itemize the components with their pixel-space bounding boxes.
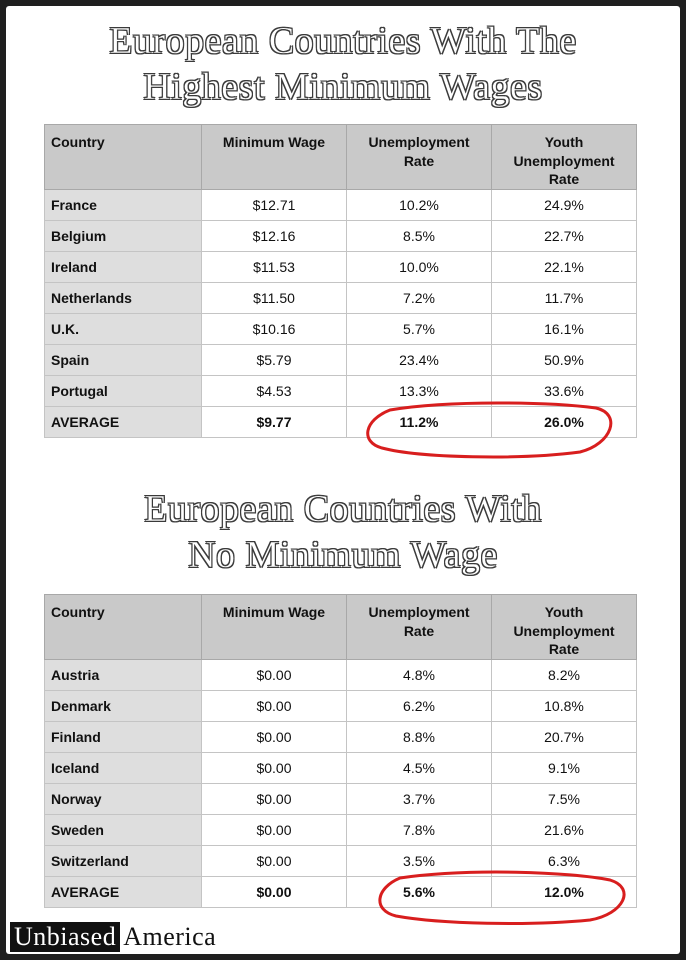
value-cell: $4.53: [202, 375, 347, 406]
value-cell: $0.00: [202, 690, 347, 721]
country-cell: Netherlands: [45, 282, 202, 313]
country-cell: Denmark: [45, 690, 202, 721]
country-cell: Portugal: [45, 375, 202, 406]
value-cell: 8.5%: [347, 220, 492, 251]
value-cell: 16.1%: [492, 313, 637, 344]
country-cell: Switzerland: [45, 845, 202, 876]
brand-logo: [10, 922, 216, 952]
value-cell: 10.2%: [347, 189, 492, 220]
value-cell: 7.5%: [492, 783, 637, 814]
value-cell: 10.0%: [347, 251, 492, 282]
column-header: [45, 125, 202, 190]
value-cell: 10.8%: [492, 690, 637, 721]
country-cell: Austria: [45, 659, 202, 690]
column-header-line: Country: [51, 134, 105, 150]
value-cell: $11.50: [202, 282, 347, 313]
title-line: European Countries With: [144, 488, 542, 530]
value-cell: $0.00: [202, 814, 347, 845]
value-cell: $0.00: [202, 659, 347, 690]
country-cell: Sweden: [45, 814, 202, 845]
table-row: [45, 814, 637, 845]
country-cell: U.K.: [45, 313, 202, 344]
value-cell: $0.00: [202, 721, 347, 752]
country-cell: Belgium: [45, 220, 202, 251]
column-header-line: Youth: [544, 134, 584, 150]
column-header-line: Rate: [548, 641, 580, 657]
value-cell: 21.6%: [492, 814, 637, 845]
value-cell: 6.3%: [492, 845, 637, 876]
value-cell: 22.7%: [492, 220, 637, 251]
value-cell: $9.77: [202, 406, 347, 437]
table-row: [45, 375, 637, 406]
value-cell: 33.6%: [492, 375, 637, 406]
column-header-line: Unemployment: [368, 604, 470, 620]
value-cell: 5.7%: [347, 313, 492, 344]
column-header: [347, 125, 492, 190]
country-cell: Ireland: [45, 251, 202, 282]
value-cell: $12.71: [202, 189, 347, 220]
table-2-title: [0, 486, 686, 578]
value-cell: 3.5%: [347, 845, 492, 876]
title-line: European Countries With The: [109, 20, 577, 62]
column-header-line: Unemployment: [513, 622, 615, 639]
value-cell: $5.79: [202, 344, 347, 375]
column-header-line: Rate: [403, 152, 435, 169]
value-cell: 9.1%: [492, 752, 637, 783]
column-header-line: Minimum Wage: [222, 134, 326, 150]
country-cell: AVERAGE: [45, 406, 202, 437]
column-header-line: Rate: [548, 171, 580, 187]
average-row: [45, 406, 637, 437]
value-cell: 7.8%: [347, 814, 492, 845]
table-row: [45, 251, 637, 282]
table-row: [45, 189, 637, 220]
highest-minimum-wage-table: [44, 124, 637, 438]
column-header-line: Rate: [403, 622, 435, 639]
column-header: [202, 595, 347, 660]
value-cell: $11.53: [202, 251, 347, 282]
table-row: [45, 659, 637, 690]
value-cell: 5.6%: [347, 876, 492, 907]
column-header-line: Youth: [544, 604, 584, 620]
average-row: [45, 876, 637, 907]
value-cell: 3.7%: [347, 783, 492, 814]
value-cell: $12.16: [202, 220, 347, 251]
value-cell: 26.0%: [492, 406, 637, 437]
no-minimum-wage-table: [44, 594, 637, 908]
value-cell: 8.8%: [347, 721, 492, 752]
column-header-line: Minimum Wage: [222, 604, 326, 620]
table-1-title: [0, 18, 686, 110]
value-cell: 8.2%: [492, 659, 637, 690]
value-cell: $10.16: [202, 313, 347, 344]
value-cell: 22.1%: [492, 251, 637, 282]
table-row: [45, 783, 637, 814]
brand-boxed-text: Unbiased: [10, 922, 120, 952]
table-row: [45, 313, 637, 344]
value-cell: 23.4%: [347, 344, 492, 375]
table-row: [45, 690, 637, 721]
value-cell: 11.7%: [492, 282, 637, 313]
value-cell: 7.2%: [347, 282, 492, 313]
table-row: [45, 220, 637, 251]
value-cell: 4.8%: [347, 659, 492, 690]
value-cell: 20.7%: [492, 721, 637, 752]
value-cell: $0.00: [202, 783, 347, 814]
value-cell: 24.9%: [492, 189, 637, 220]
table-row: [45, 752, 637, 783]
value-cell: $0.00: [202, 845, 347, 876]
value-cell: 50.9%: [492, 344, 637, 375]
value-cell: 11.2%: [347, 406, 492, 437]
title-line: No Minimum Wage: [188, 534, 498, 576]
brand-text: America: [123, 922, 217, 951]
value-cell: 6.2%: [347, 690, 492, 721]
column-header-line: Unemployment: [368, 134, 470, 150]
table-row: [45, 845, 637, 876]
value-cell: 13.3%: [347, 375, 492, 406]
header-row: [45, 595, 637, 660]
country-cell: Spain: [45, 344, 202, 375]
value-cell: 4.5%: [347, 752, 492, 783]
column-header: [492, 595, 637, 660]
country-cell: France: [45, 189, 202, 220]
country-cell: AVERAGE: [45, 876, 202, 907]
header-row: [45, 125, 637, 190]
column-header: [202, 125, 347, 190]
table-row: [45, 282, 637, 313]
column-header: [492, 125, 637, 190]
country-cell: Iceland: [45, 752, 202, 783]
value-cell: $0.00: [202, 752, 347, 783]
column-header: [347, 595, 492, 660]
value-cell: 12.0%: [492, 876, 637, 907]
country-cell: Finland: [45, 721, 202, 752]
table-row: [45, 721, 637, 752]
column-header: [45, 595, 202, 660]
table-row: [45, 344, 637, 375]
value-cell: $0.00: [202, 876, 347, 907]
title-line: Highest Minimum Wages: [143, 66, 543, 108]
country-cell: Norway: [45, 783, 202, 814]
column-header-line: Unemployment: [513, 152, 615, 169]
column-header-line: Country: [51, 604, 105, 620]
